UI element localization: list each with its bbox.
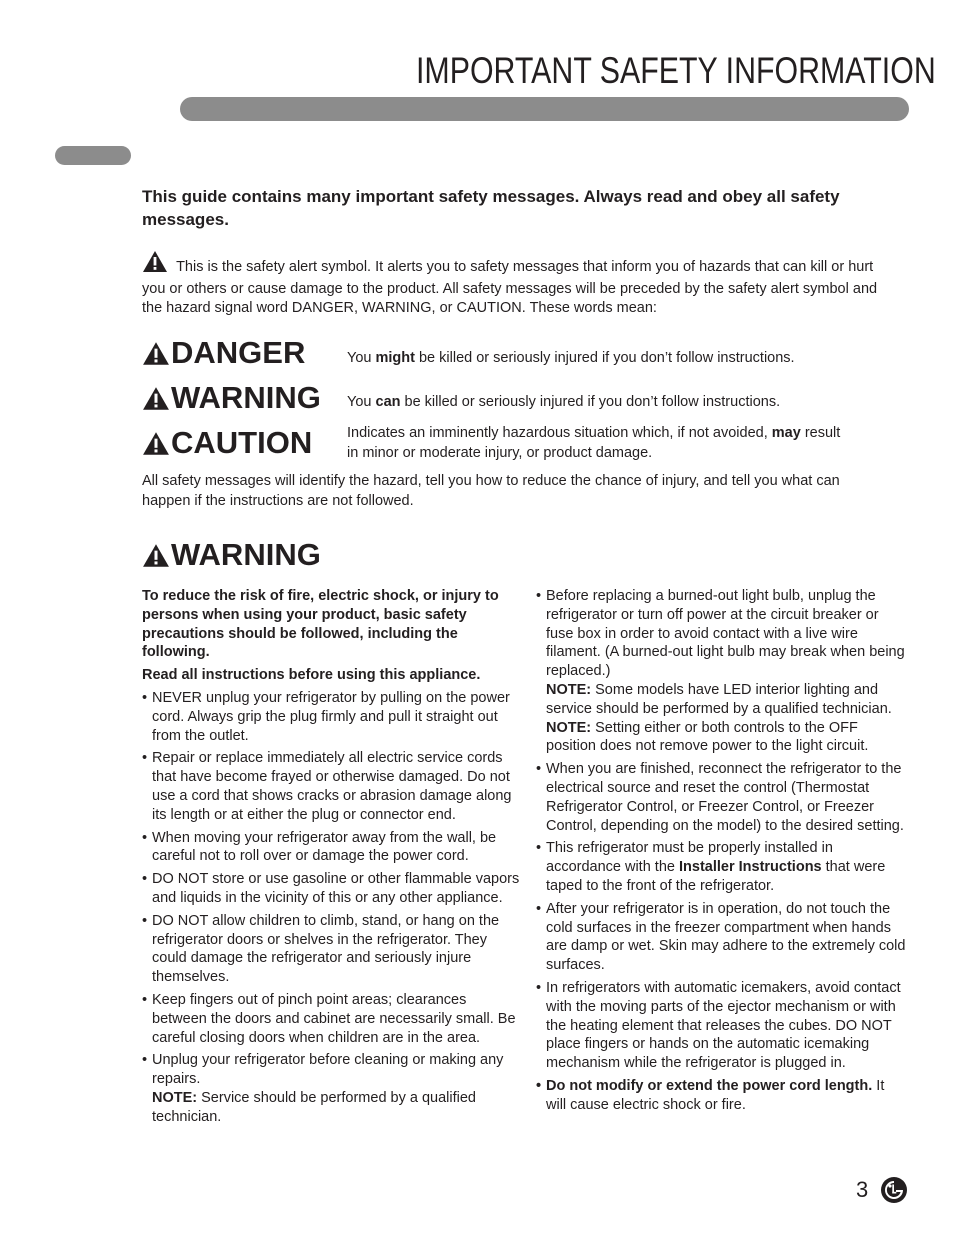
list-item: • NEVER unplug your refrigerator by pulling on the power cord. Always grip the plug firmly and pull it straight out from the outlet. bbox=[142, 689, 510, 744]
caution-alert-icon bbox=[142, 431, 170, 456]
signal-word-danger bbox=[142, 336, 305, 371]
list-item-text: DO NOT allow children to climb, stand, or hang on the refrigerator doors or shelves in the refrigerator. They could damage the refrigerator and seriously injure themselves. bbox=[152, 912, 500, 986]
caution-desc-pre: Indicates an imminently hazardous situation which, if not avoided, bbox=[347, 425, 772, 441]
list-item-text: When you are finished, reconnect the refrigerator to the electrical source and reset the control (Thermostat Refrigerator Control, or Freezer Control, or Freezer Control, depending on the model) to the desired setting. bbox=[546, 761, 904, 834]
danger-desc-post: be killed or seriously injured if you don’t follow instructions. bbox=[414, 350, 795, 366]
note-text: Setting either or both controls to the OFF position does not remove power to the light circuit. bbox=[546, 719, 869, 755]
page-title: IMPORTANT SAFETY INFORMATION bbox=[416, 50, 936, 91]
warning-left-column bbox=[142, 587, 520, 1131]
note-label: NOTE: bbox=[152, 1089, 198, 1106]
list-item-text: Repair or replace immediately all electric service cords that have become frayed or otherwise damaged. Do not use a cord that shows cracks or abrasion damage along its length or at either the plug or connector end. bbox=[152, 750, 512, 823]
alert-symbol-paragraph bbox=[142, 250, 887, 319]
list-item: • DO NOT store or use gasoline or other flammable vapors and liquids in the vicinity of this or any other appliance. bbox=[142, 871, 520, 906]
warning-description bbox=[347, 393, 847, 413]
list-item: • In refrigerators with automatic icemakers, avoid contact with the moving parts of the ejector mechanism or with the heating element that releases the cubes. DO NOT place fingers or hands on the automatic icemaking mechanism while the refrigerator is plugged in. bbox=[536, 979, 901, 1072]
left-bullet-list bbox=[142, 689, 520, 1127]
list-item-text: Before replacing a burned-out light bulb, unplug the refrigerator or turn off power at the circuit breaker or fuse box in order to avoid contact with a live wire filament. (A burned-out light bulb may break when being replaced.) bbox=[546, 588, 905, 680]
note-label: NOTE: bbox=[546, 681, 592, 698]
caution-word: CAUTION bbox=[171, 425, 313, 460]
list-item: • Unplug your refrigerator before cleaning or making any repairs. NOTE: Service should be performed by a qualified technician. bbox=[142, 1052, 504, 1125]
right-bullet-list bbox=[536, 587, 908, 1115]
list-item: • Keep fingers out of pinch point areas; clearances between the doors and cabinet are necessarily small. Be careful closing doors when children are in the area. bbox=[142, 991, 516, 1046]
danger-word: DANGER bbox=[171, 335, 306, 370]
lg-logo-icon bbox=[880, 1176, 908, 1204]
warning-lead: To reduce the risk of fire, electric shock, or injury to persons when using your product, basic safety precautions should be followed, including the following. bbox=[142, 588, 499, 661]
section-tab-bar bbox=[55, 146, 131, 165]
signal-word-caution bbox=[142, 426, 312, 461]
list-item: • When moving your refrigerator away from the wall, be careful not to roll over or damage the power cord. bbox=[142, 829, 497, 865]
list-item-text: This refrigerator must be properly installed in accordance with the bbox=[546, 840, 833, 876]
list-item-text: After your refrigerator is in operation, do not touch the cold surfaces in the freezer compartment when hands are damp or wet. Skin may adhere to the extremely cold surfaces. bbox=[546, 900, 906, 974]
list-item: • Do not modify or extend the power cord length. It will cause electric shock or fire. bbox=[536, 1077, 885, 1113]
warning-right-column bbox=[536, 587, 908, 1119]
power-cord-warning-bold: Do not modify or extend the power cord length. bbox=[546, 1077, 873, 1094]
list-item-text: It will cause electric shock or fire. bbox=[546, 1077, 885, 1113]
list-item-text-post: that were taped to the front of the refrigerator. bbox=[546, 859, 886, 894]
note-text: Some models have LED interior lighting and service should be performed by a qualified technician. bbox=[546, 681, 892, 717]
danger-description bbox=[347, 349, 847, 369]
caution-description bbox=[347, 424, 847, 463]
list-item: • Before replacing a burned-out light bulb, unplug the refrigerator or turn off power at the circuit breaker or fuse box in order to avoid contact with a live wire filament. (A burned-out light bulb may break when being replaced.) NOTE: Some models have LED interior lighting and service should be performed by a qualified technician. NOTE: Setting either or both controls to the OFF position does not remove power to the light circuit. bbox=[536, 588, 905, 755]
warning-desc-bold: can bbox=[375, 394, 401, 410]
warning-word: WARNING bbox=[171, 380, 321, 415]
installer-instructions-bold: Installer Instructions bbox=[679, 859, 822, 876]
header-bar bbox=[180, 97, 909, 121]
intro-text: This guide contains many important safety messages. Always read and obey all safety messages. bbox=[142, 187, 840, 229]
list-item-text: NEVER unplug your refrigerator by pulling on the power cord. Always grip the plug firmly and pull it straight out from the outlet. bbox=[152, 689, 510, 744]
page-number: 3 bbox=[856, 1177, 869, 1202]
list-item-text: When moving your refrigerator away from the wall, be careful not to roll over or damage the power cord. bbox=[152, 829, 497, 865]
danger-desc-bold: might bbox=[375, 350, 415, 366]
warning-desc-post: be killed or seriously injured if you don’t follow instructions. bbox=[400, 394, 781, 410]
warning-alert-icon bbox=[142, 386, 170, 411]
warning-desc-pre: You bbox=[347, 394, 376, 410]
caution-desc-post: result in minor or moderate injury, or product damage. bbox=[347, 425, 841, 461]
list-item: • After your refrigerator is in operation, do not touch the cold surfaces in the freezer compartment when hands are damp or wet. Skin may adhere to the extremely cold surfaces. bbox=[536, 900, 906, 974]
danger-alert-icon bbox=[142, 341, 170, 366]
signal-word-warning bbox=[142, 381, 321, 416]
caution-desc-bold: may bbox=[771, 425, 801, 441]
list-item-text: In refrigerators with automatic icemakers, avoid contact with the moving parts of the ejector mechanism or with the heating element that releases the cubes. DO NOT place fingers or hands on the automatic icemaking mechanism while the refrigerator is plugged in. bbox=[546, 979, 901, 1072]
note-text: Service should be performed by a qualified technician. bbox=[152, 1089, 476, 1125]
list-item: • Repair or replace immediately all electric service cords that have become frayed or otherwise damaged. Do not use a cord that shows cracks or abrasion damage along its length or at either the plug or connector end. bbox=[142, 750, 512, 823]
alert-symbol-text: This is the safety alert symbol. It alerts you to safety messages that inform you of hazards that can kill or hurt you or others or cause damage to the product. All safety messages will be preceded by the safety alert symbol and the hazard signal word DANGER, WARNING, or CAUTION. These words mean: bbox=[142, 259, 878, 316]
list-item: • When you are finished, reconnect the refrigerator to the electrical source and reset the control (Thermostat Refrigerator Control, or Freezer Control, or Freezer Control, depending on the model) to the desired setting. bbox=[536, 761, 904, 834]
danger-desc-pre: You bbox=[347, 350, 376, 366]
summary-text: All safety messages will identify the hazard, tell you how to reduce the chance of injury, and tell you what can happen if the instructions are not followed. bbox=[142, 473, 840, 509]
list-item-text: DO NOT store or use gasoline or other flammable vapors and liquids in the vicinity of this or any other appliance. bbox=[152, 871, 520, 906]
warning-section-heading bbox=[142, 537, 321, 573]
list-item: • DO NOT allow children to climb, stand, or hang on the refrigerator doors or shelves in the refrigerator. They could damage the refrigerator and seriously injure themselves. bbox=[142, 912, 500, 986]
warning-heading-alert-icon bbox=[142, 543, 170, 568]
list-item-text: Keep fingers out of pinch point areas; clearances between the doors and cabinet are necessarily small. Be careful closing doors when children are in the area. bbox=[152, 991, 516, 1046]
note-label: NOTE: bbox=[546, 719, 592, 736]
read-all-instructions: Read all instructions before using this appliance. bbox=[142, 667, 481, 684]
list-item-text: Unplug your refrigerator before cleaning or making any repairs. bbox=[152, 1052, 504, 1088]
safety-alert-triangle-icon bbox=[142, 250, 168, 280]
warning-heading-word: WARNING bbox=[171, 537, 321, 572]
list-item: • This refrigerator must be properly installed in accordance with the Installer Instructions that were taped to the front of the refrigerator. bbox=[536, 840, 886, 894]
